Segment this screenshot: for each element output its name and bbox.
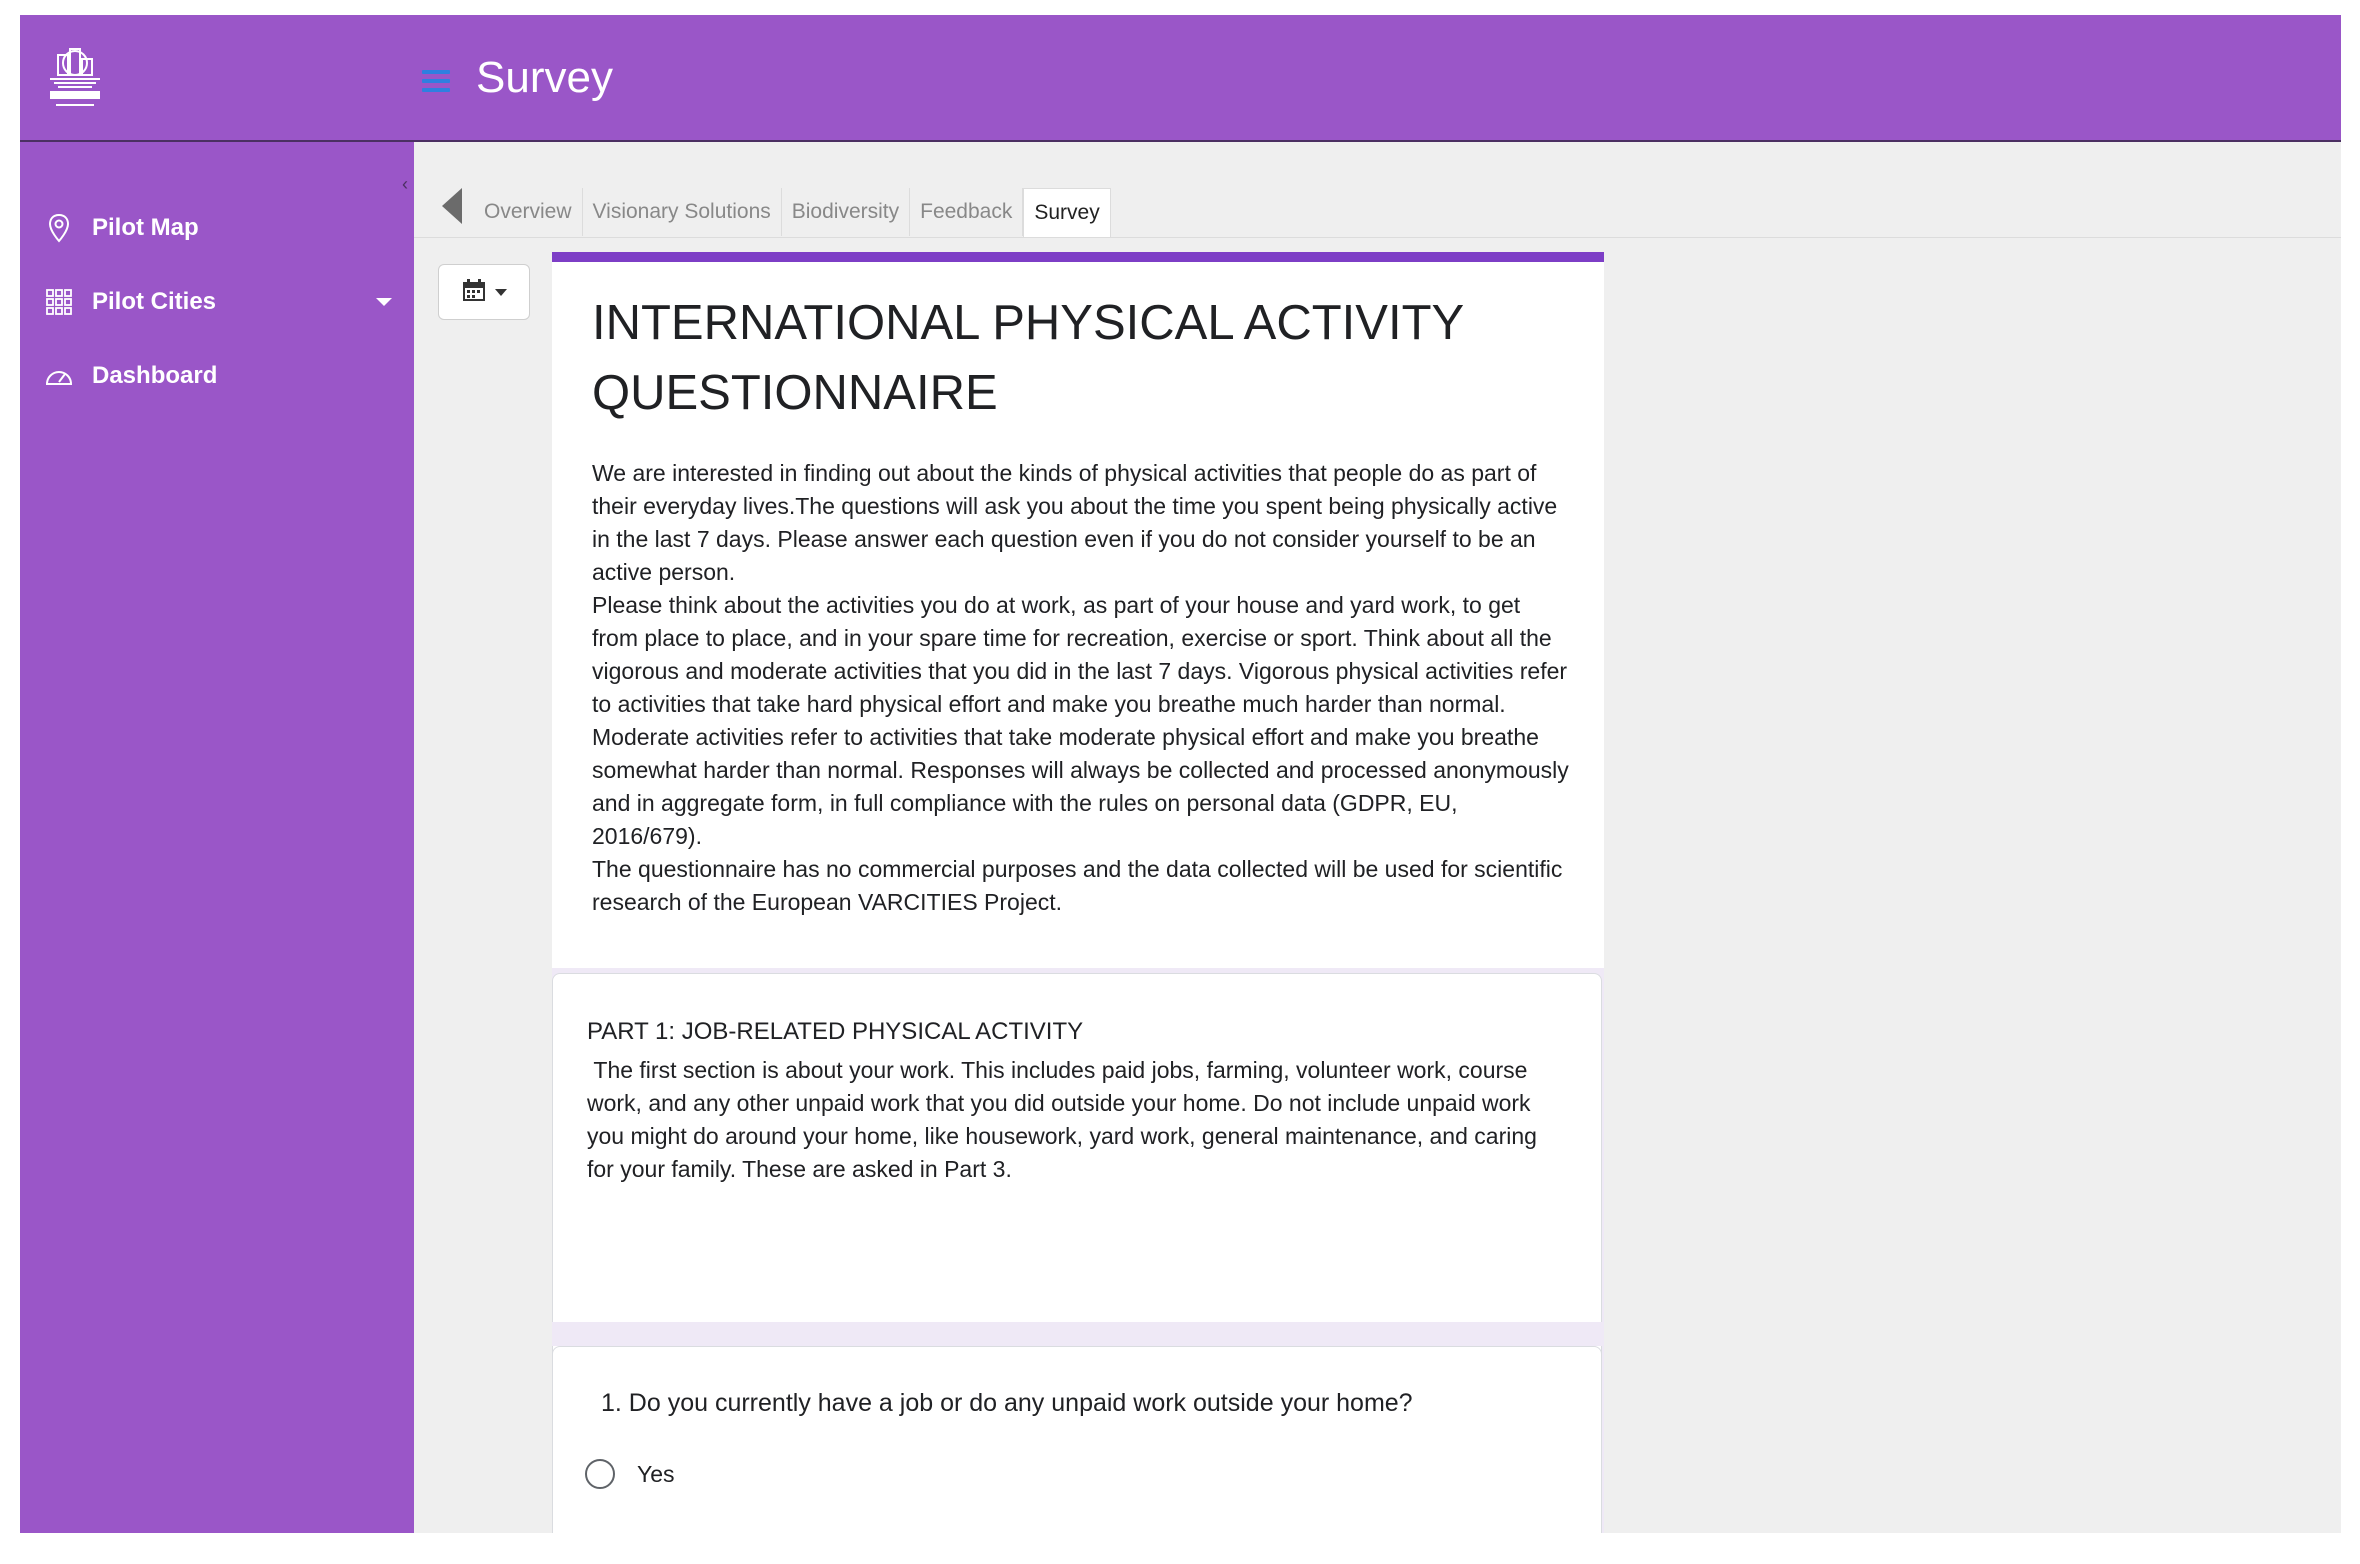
question-text: 1. Do you currently have a job or do any unpaid work outside your home? (601, 1389, 1413, 1417)
chevron-down-icon[interactable] (376, 298, 392, 306)
sidebar-item-label: Pilot Map (92, 214, 199, 241)
sidebar (20, 142, 414, 1533)
hamburger-menu-icon[interactable] (422, 70, 450, 94)
tab-visionary-solutions[interactable]: Visionary Solutions (583, 188, 782, 236)
tab-overview[interactable]: Overview (474, 188, 583, 236)
tab-list (474, 188, 1111, 238)
varcities-logo[interactable] (44, 45, 106, 113)
map-pin-icon (42, 211, 76, 245)
radio-button[interactable] (585, 1459, 615, 1489)
survey-form (552, 252, 1604, 1533)
tab-divider (414, 237, 2341, 238)
radio-label: Yes (637, 1460, 675, 1487)
sidebar-item-pilot-map[interactable] (20, 198, 414, 258)
calendar-icon (461, 277, 487, 308)
question-card-1 (552, 1346, 1602, 1533)
caret-down-icon (495, 289, 507, 296)
calendar-dropdown-button[interactable] (438, 264, 530, 320)
tab-survey[interactable]: Survey (1023, 188, 1110, 237)
page-title: Survey (476, 53, 613, 102)
form-description: We are interested in finding out about the kinds of physical activities that people do as part of their everyday lives.The questions will ask you about the time you spent being physically active in the last 7 days. Please answer each question even if you do not consider yourself to be an active person. Please think about the activities you do at work, as part of your house and yard work, to get from place to place, and in your spare time for recreation, exercise or sport. Think about all the vigorous and moderate activities that you did in the last 7 days. Vigorous physical activities refer to activities that take hard physical effort and make you breathe much harder than normal. Moderate activities refer to activities that take moderate physical effort and make you breathe somewhat harder than normal. Responses will always be collected and processed anonymously and in aggregate form, in full compliance with the rules on personal data (GDPR, EU, 2016/679). The questionnaire has no commercial purposes and the data collected will be used for scientific research of the European VARCITIES Project. (592, 460, 1569, 915)
section-separator (552, 1322, 1604, 1346)
top-bar (20, 15, 2341, 142)
sidebar-collapse-icon[interactable]: ‹ (402, 174, 408, 194)
section-description: The first section is about your work. This includes paid jobs, farming, volunteer work, course work, and any other unpaid work that you did outside your home. Do not include unpaid work you might do around your home, like housework, yard work, general maintenance, and caring for your family. These are asked in Part 3. (587, 1057, 1537, 1182)
sidebar-item-label: Pilot Cities (92, 288, 217, 315)
sidebar-item-label: Dashboard (92, 362, 218, 389)
grid-icon (42, 285, 76, 319)
tab-scroll-left-icon[interactable] (442, 188, 462, 224)
tab-feedback[interactable]: Feedback (910, 188, 1023, 236)
form-header-card (552, 252, 1604, 968)
gauge-icon (42, 359, 76, 393)
sidebar-item-pilot-cities[interactable] (20, 272, 414, 332)
radio-option-yes[interactable] (585, 1459, 675, 1489)
sidebar-item-dashboard[interactable] (20, 346, 414, 406)
form-title: INTERNATIONAL PHYSICAL ACTIVITY QUESTIONNAIRE (592, 296, 1464, 420)
tab-bar (414, 142, 2341, 238)
tab-biodiversity[interactable]: Biodiversity (782, 188, 910, 236)
section-title: PART 1: JOB-RELATED PHYSICAL ACTIVITY (587, 1018, 1084, 1045)
